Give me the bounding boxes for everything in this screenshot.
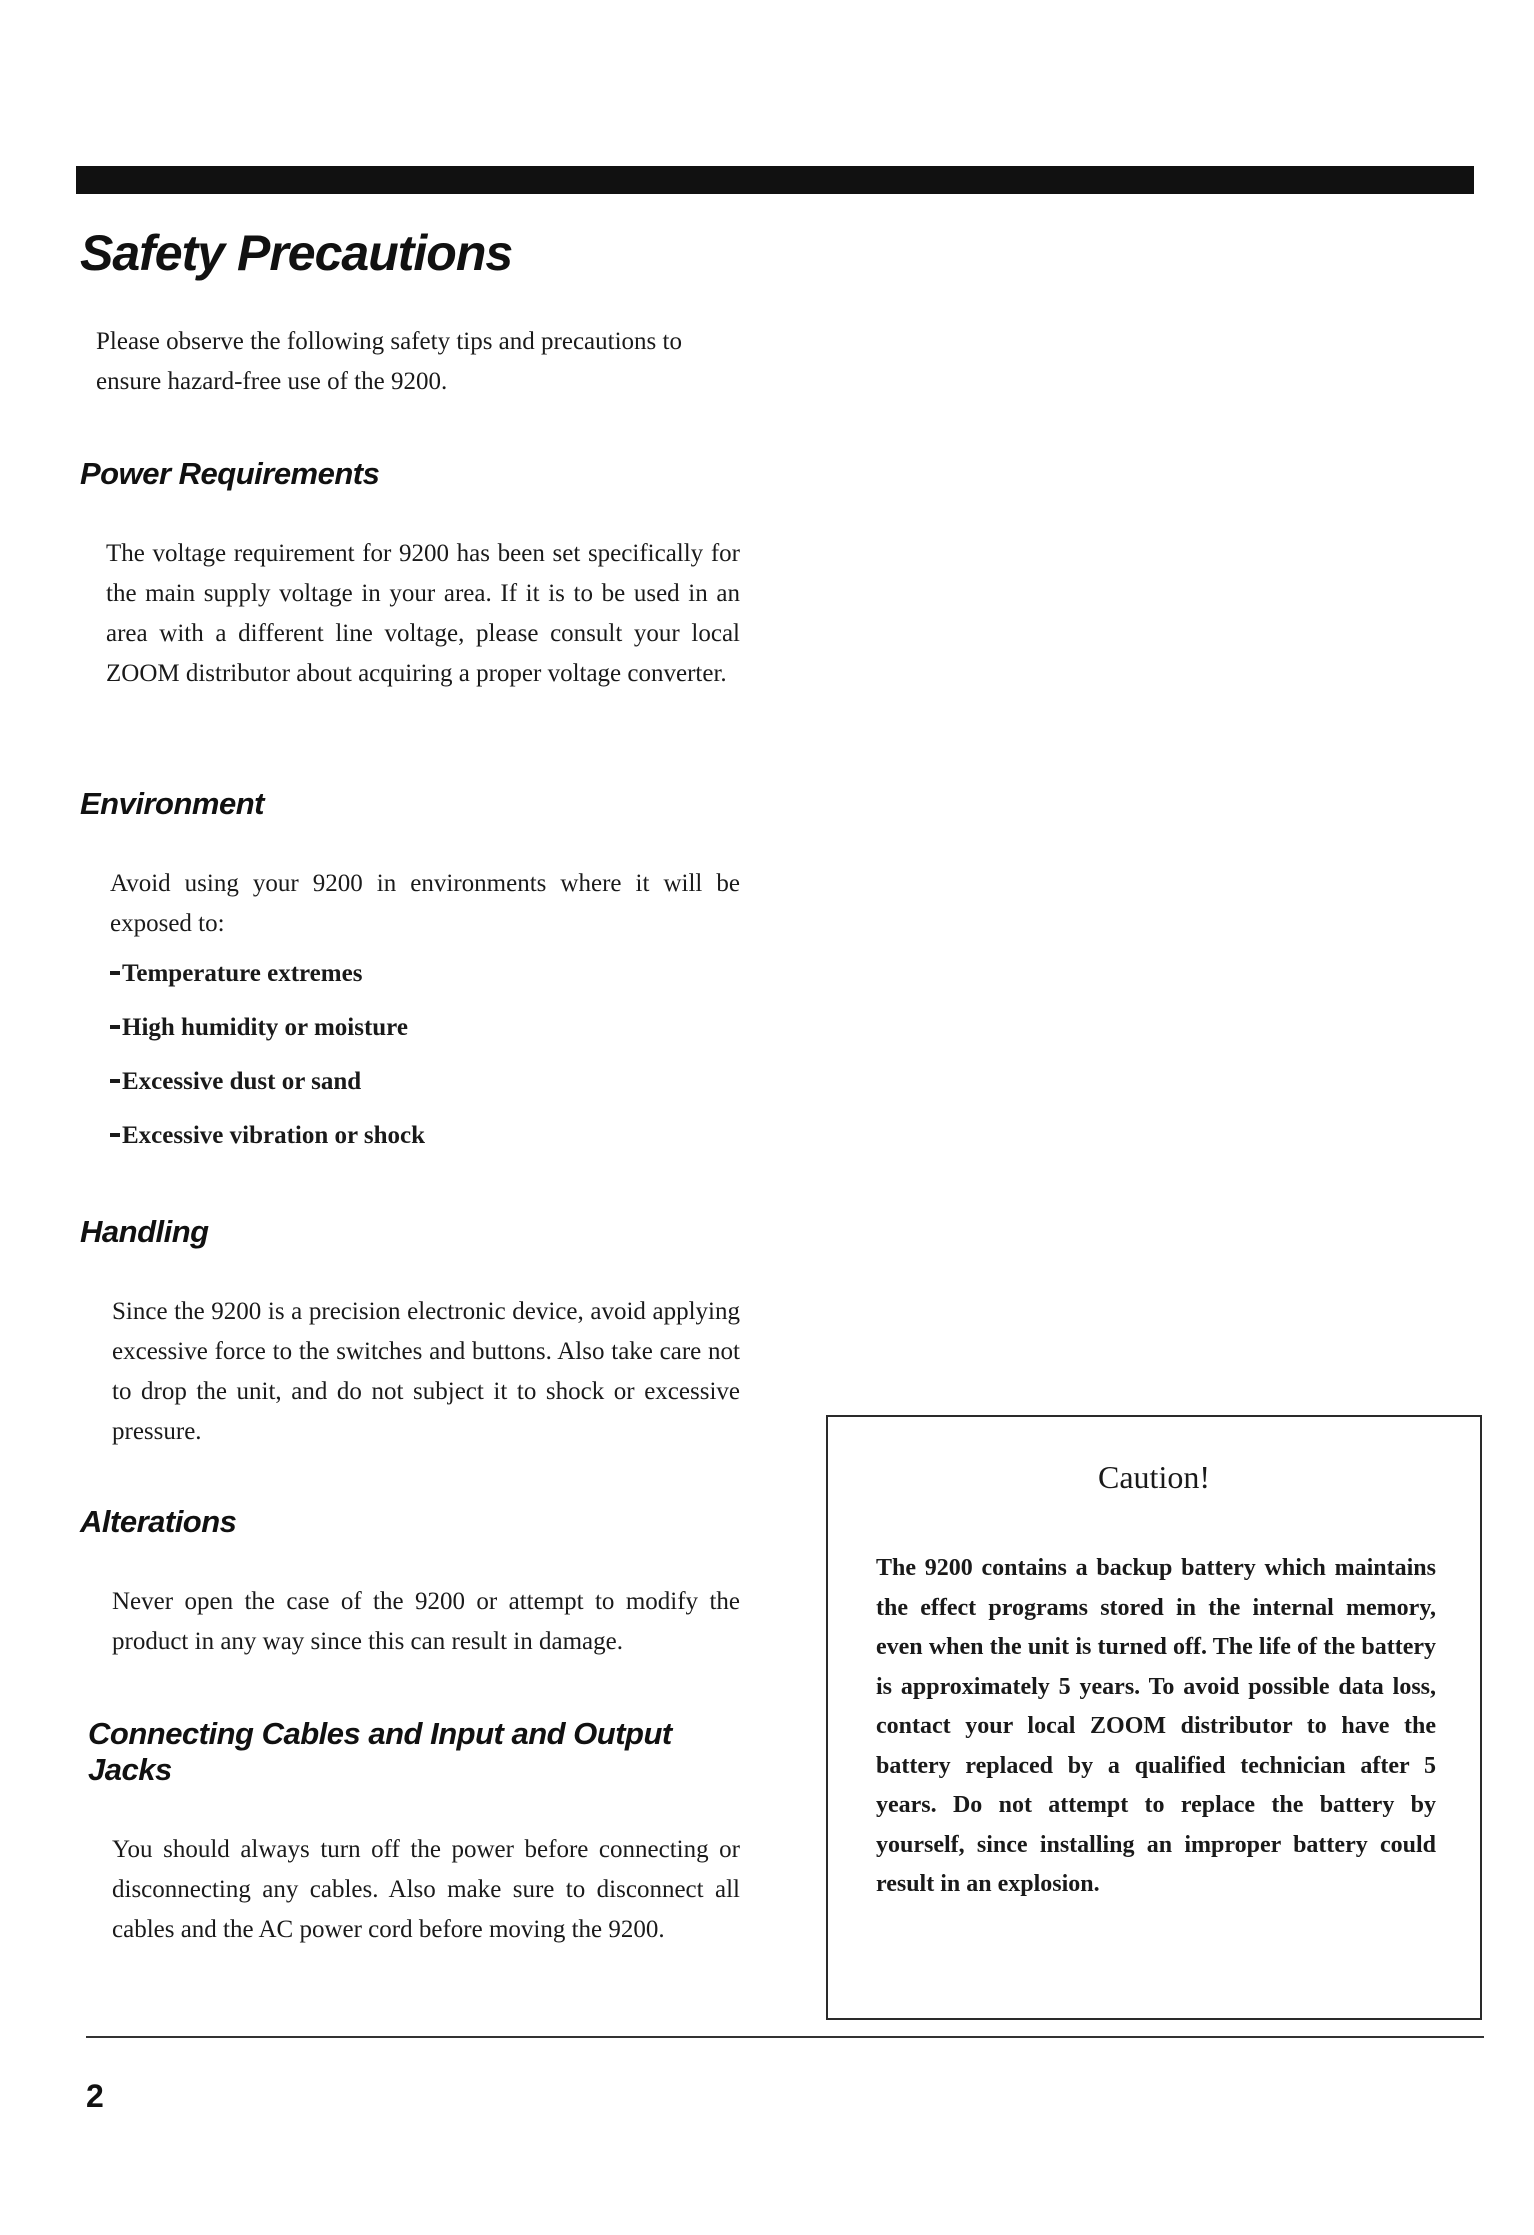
page-title: Safety Precautions	[80, 225, 513, 281]
footer-rule	[86, 2036, 1484, 2038]
section-heading: Handling	[80, 1214, 209, 1249]
section-heading: Environment	[80, 786, 264, 821]
caution-body: The 9200 contains a backup battery which maintains the effect programs stored in the internal memory, even when the unit is turned off. The life of the battery is approximately 5 years. To avoid possible data loss, contact your local ZOOM distributor to have the battery replaced by a qualified technician after 5 years. Do not attempt to replace the battery by yourself, since installing an improper battery could result in an explosion.	[876, 1555, 1436, 1897]
section-environment	[80, 786, 740, 1163]
section-body: Avoid using your 9200 in environments where it will be exposed to:	[110, 870, 740, 937]
section-alterations	[80, 1504, 740, 1662]
section-heading: Alterations	[80, 1504, 237, 1539]
list-item: Excessive dust or sand	[110, 1055, 740, 1109]
list-item: Temperature extremes	[110, 947, 740, 1001]
section-power-requirements	[80, 456, 740, 694]
section-body: Since the 9200 is a precision electronic device, avoid applying excessive force to the switches and buttons. Also take care not to drop the unit, and do not subject it to shock or excessive pressure.	[112, 1298, 740, 1445]
caution-title: Caution!	[1098, 1459, 1210, 1495]
header-rule	[76, 166, 1474, 194]
bullet-icon	[110, 971, 120, 975]
section-heading: Power Requirements	[80, 456, 380, 491]
list-item: High humidity or moisture	[110, 1001, 740, 1055]
section-connecting-cables	[80, 1716, 740, 1950]
bullet-icon	[110, 1025, 120, 1029]
page-number: 2	[86, 2078, 104, 2114]
intro-text: Please observe the following safety tips and precautions to ensure hazard-free use of the 9200.	[96, 328, 682, 395]
bullet-icon	[110, 1133, 120, 1137]
section-handling	[80, 1214, 740, 1452]
section-body: You should always turn off the power before connecting or disconnecting any cables. Also make sure to disconnect all cables and the AC power cord before moving the 9200.	[112, 1836, 740, 1943]
section-body: Never open the case of the 9200 or attempt to modify the product in any way since this can result in damage.	[112, 1588, 740, 1655]
caution-box	[826, 1415, 1482, 2020]
list-item: Excessive vibration or shock	[110, 1109, 740, 1163]
bullet-icon	[110, 1079, 120, 1083]
section-heading: Connecting Cables and Input and Output Jacks	[88, 1716, 672, 1787]
hazard-list	[110, 947, 740, 1163]
section-body: The voltage requirement for 9200 has been set specifically for the main supply voltage in your area. If it is to be used in an area with a different line voltage, please consult your local ZOOM distributor about acquiring a proper voltage converter.	[106, 540, 740, 687]
